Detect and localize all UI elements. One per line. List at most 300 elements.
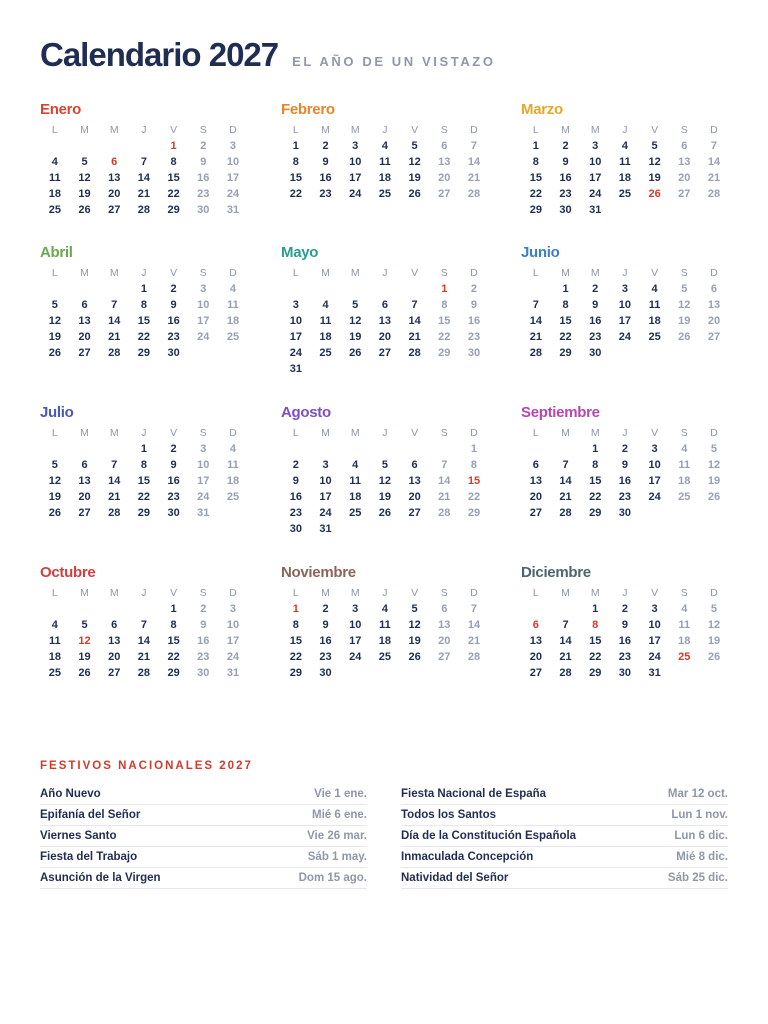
day-cell: 12 <box>408 619 421 631</box>
day-cell: 6 <box>441 140 448 152</box>
holiday-name: Epifanía del Señor <box>40 809 141 821</box>
day-cell: 3 <box>352 140 359 152</box>
day-cell: 9 <box>621 619 628 631</box>
month-grid <box>281 265 491 377</box>
day-cell-holiday: 12 <box>78 635 91 647</box>
day-cell: 19 <box>707 475 721 487</box>
day-cell: 14 <box>137 172 151 184</box>
empty-cell <box>70 601 100 617</box>
month-octubre <box>40 563 250 681</box>
day-cell: 24 <box>319 507 332 519</box>
empty-cell <box>340 441 370 457</box>
day-cell: 13 <box>529 635 542 647</box>
day-cell: 15 <box>559 315 572 327</box>
day-cell: 9 <box>200 619 207 631</box>
holiday-row <box>40 868 367 889</box>
day-cell: 6 <box>681 140 688 152</box>
day-cell: 7 <box>111 299 118 311</box>
day-cell: 29 <box>589 667 602 679</box>
day-cell: 16 <box>289 491 302 503</box>
day-cell: 5 <box>51 459 58 471</box>
day-cell: 21 <box>707 172 721 184</box>
weekday-label: L <box>51 267 58 279</box>
day-cell: 15 <box>438 315 451 327</box>
weekday-label: S <box>440 587 448 599</box>
day-cell: 20 <box>707 315 721 327</box>
day-cell: 6 <box>710 283 718 295</box>
weekday-label: L <box>532 427 539 439</box>
day-cell: 17 <box>648 635 661 647</box>
day-cell: 14 <box>467 156 481 168</box>
month-septiembre <box>521 403 731 521</box>
holidays-column-right <box>401 784 728 889</box>
holidays-title: FESTIVOS NACIONALES 2027 <box>40 760 253 772</box>
day-cell: 29 <box>438 347 451 359</box>
day-cell: 29 <box>467 507 481 519</box>
weekday-label: M <box>109 124 119 136</box>
day-cell: 16 <box>319 172 332 184</box>
day-cell: 15 <box>589 475 602 487</box>
day-cell: 29 <box>289 667 302 679</box>
day-cell: 6 <box>411 459 418 471</box>
day-cell: 11 <box>319 315 332 327</box>
month-name: Diciembre <box>521 564 591 581</box>
month-name: Julio <box>40 404 74 421</box>
day-cell: 3 <box>322 459 329 471</box>
day-cell: 21 <box>467 172 481 184</box>
weekday-label: S <box>680 124 688 136</box>
weekday-label: V <box>170 587 178 599</box>
day-cell: 24 <box>589 188 602 200</box>
day-cell: 20 <box>108 651 121 663</box>
weekday-label: M <box>80 587 89 599</box>
day-cell: 28 <box>467 651 481 663</box>
day-cell: 25 <box>378 188 392 200</box>
day-cell: 31 <box>289 363 302 375</box>
day-cell: 25 <box>378 651 392 663</box>
day-cell: 22 <box>589 651 602 663</box>
day-cell: 15 <box>589 635 602 647</box>
day-cell: 23 <box>319 188 332 200</box>
day-cell: 12 <box>707 459 721 471</box>
weekday-label: V <box>651 124 659 136</box>
day-cell: 30 <box>618 507 632 519</box>
day-cell: 17 <box>349 172 362 184</box>
weekday-label: J <box>622 427 628 439</box>
day-cell: 14 <box>467 619 481 631</box>
month-grid <box>281 425 491 537</box>
day-cell: 4 <box>681 603 688 615</box>
day-cell: 25 <box>618 188 632 200</box>
weekday-label: S <box>440 124 448 136</box>
holiday-row <box>40 805 367 826</box>
weekday-label: M <box>321 124 330 136</box>
day-cell: 24 <box>226 651 240 663</box>
day-cell: 7 <box>470 603 478 615</box>
month-grid <box>521 585 731 681</box>
weekday-label: J <box>141 587 147 599</box>
weekday-label: M <box>561 427 570 439</box>
empty-cell <box>521 281 551 297</box>
empty-cell <box>99 281 129 297</box>
day-cell: 1 <box>470 443 478 455</box>
day-cell: 5 <box>710 443 718 455</box>
day-cell: 16 <box>167 315 180 327</box>
day-cell: 26 <box>408 651 421 663</box>
day-cell: 17 <box>319 491 332 503</box>
weekday-label: J <box>382 587 388 599</box>
day-cell: 18 <box>226 475 240 487</box>
weekday-label: V <box>651 267 659 279</box>
weekday-label: L <box>532 124 539 136</box>
day-cell: 20 <box>529 491 542 503</box>
weekday-label: M <box>109 267 119 279</box>
holiday-date: Mié 6 ene. <box>312 809 367 821</box>
day-cell: 23 <box>559 188 572 200</box>
day-cell: 11 <box>648 299 661 311</box>
day-cell: 11 <box>227 459 239 471</box>
empty-cell <box>370 441 400 457</box>
day-cell: 6 <box>532 459 539 471</box>
day-cell: 23 <box>467 331 481 343</box>
day-cell: 21 <box>438 491 451 503</box>
day-cell: 5 <box>411 603 418 615</box>
day-cell: 4 <box>381 140 388 152</box>
holiday-row <box>401 826 728 847</box>
holiday-date: Mié 8 dic. <box>676 851 728 863</box>
day-cell: 23 <box>167 491 180 503</box>
empty-cell <box>400 281 430 297</box>
day-cell-holiday: 25 <box>678 651 691 663</box>
day-cell: 16 <box>589 315 602 327</box>
day-cell: 19 <box>78 651 91 663</box>
weekday-label: L <box>51 427 58 439</box>
weekday-label: J <box>141 124 147 136</box>
weekday-label: M <box>590 587 600 599</box>
day-cell: 29 <box>167 667 180 679</box>
day-cell: 2 <box>170 283 177 295</box>
day-cell-holiday: 1 <box>170 140 177 152</box>
holiday-row <box>401 868 728 889</box>
day-cell: 27 <box>707 331 721 343</box>
holiday-date: Lun 1 nov. <box>671 809 728 821</box>
month-name: Septiembre <box>521 404 600 421</box>
day-cell-holiday: 6 <box>532 619 539 631</box>
day-cell: 7 <box>532 299 539 311</box>
day-cell: 31 <box>226 204 240 216</box>
weekday-label: D <box>710 587 718 599</box>
page-title: Calendario 2027 <box>40 36 279 73</box>
holidays-column-left <box>40 784 367 889</box>
day-cell: 11 <box>619 156 631 168</box>
day-cell: 20 <box>529 651 542 663</box>
empty-cell <box>99 138 129 154</box>
day-cell: 5 <box>81 619 88 631</box>
weekday-label: M <box>590 427 600 439</box>
day-cell: 23 <box>618 491 632 503</box>
day-cell: 13 <box>438 156 451 168</box>
day-cell: 18 <box>349 491 362 503</box>
day-cell: 7 <box>411 299 418 311</box>
day-cell: 26 <box>408 188 421 200</box>
day-cell: 18 <box>319 331 332 343</box>
day-cell: 13 <box>408 475 421 487</box>
month-grid <box>40 425 250 521</box>
day-cell: 22 <box>137 491 151 503</box>
day-cell: 8 <box>292 619 299 631</box>
day-cell: 27 <box>529 667 542 679</box>
day-cell: 11 <box>678 459 691 471</box>
weekday-label: D <box>229 427 237 439</box>
day-cell: 17 <box>618 315 632 327</box>
day-cell: 28 <box>408 347 421 359</box>
day-cell: 10 <box>197 299 210 311</box>
day-cell: 10 <box>226 619 240 631</box>
month-name: Junio <box>521 244 560 261</box>
empty-cell <box>70 138 100 154</box>
day-cell: 29 <box>137 347 151 359</box>
weekday-label: M <box>350 427 360 439</box>
day-cell: 31 <box>197 507 210 519</box>
day-cell: 30 <box>167 347 180 359</box>
month-abril <box>40 243 250 361</box>
day-cell: 30 <box>559 204 572 216</box>
day-cell: 11 <box>349 475 362 487</box>
day-cell: 29 <box>167 204 180 216</box>
day-cell-holiday: 1 <box>441 283 448 295</box>
day-cell: 4 <box>51 156 58 168</box>
day-cell: 29 <box>529 204 542 216</box>
day-cell: 5 <box>381 459 388 471</box>
day-cell: 8 <box>170 619 177 631</box>
day-cell: 14 <box>408 315 421 327</box>
day-cell: 21 <box>137 651 151 663</box>
day-cell: 10 <box>648 619 661 631</box>
holiday-name: Natividad del Señor <box>401 872 509 884</box>
day-cell: 18 <box>378 635 392 647</box>
day-cell: 18 <box>48 651 61 663</box>
holiday-row <box>40 826 367 847</box>
day-cell: 11 <box>379 619 391 631</box>
day-cell: 21 <box>467 635 481 647</box>
day-cell: 13 <box>378 315 392 327</box>
day-cell: 1 <box>592 603 599 615</box>
day-cell: 9 <box>470 299 478 311</box>
month-noviembre <box>281 563 491 681</box>
month-grid <box>40 265 250 361</box>
day-cell: 30 <box>289 523 302 535</box>
day-cell: 21 <box>137 188 151 200</box>
day-cell: 9 <box>322 619 329 631</box>
day-cell: 14 <box>438 475 451 487</box>
day-cell: 30 <box>319 667 332 679</box>
month-enero <box>40 100 250 218</box>
day-cell: 19 <box>408 635 421 647</box>
day-cell: 21 <box>529 331 542 343</box>
day-cell: 12 <box>648 156 661 168</box>
day-cell-holiday: 6 <box>111 156 118 168</box>
day-cell: 20 <box>378 331 392 343</box>
weekday-label: M <box>321 267 330 279</box>
weekday-label: M <box>80 427 89 439</box>
day-cell: 15 <box>167 635 180 647</box>
day-cell: 2 <box>621 603 628 615</box>
day-cell-holiday: 15 <box>467 475 481 487</box>
day-cell: 26 <box>48 347 61 359</box>
day-cell: 12 <box>707 619 721 631</box>
day-cell: 8 <box>532 156 539 168</box>
day-cell: 16 <box>319 635 332 647</box>
month-grid <box>40 122 250 218</box>
day-cell-holiday: 1 <box>292 603 299 615</box>
day-cell: 2 <box>292 459 299 471</box>
day-cell: 29 <box>589 507 602 519</box>
day-cell: 11 <box>227 299 239 311</box>
weekday-label: V <box>170 124 178 136</box>
day-cell: 19 <box>408 172 421 184</box>
weekday-label: M <box>561 587 570 599</box>
day-cell: 27 <box>678 188 691 200</box>
weekday-label: M <box>590 124 600 136</box>
weekday-label: D <box>710 267 718 279</box>
day-cell: 26 <box>707 491 721 503</box>
day-cell: 29 <box>559 347 572 359</box>
day-cell: 3 <box>200 283 207 295</box>
weekday-label: D <box>470 124 478 136</box>
holiday-row <box>40 784 367 805</box>
day-cell: 14 <box>108 315 121 327</box>
day-cell: 17 <box>226 172 240 184</box>
day-cell: 12 <box>48 475 61 487</box>
day-cell: 7 <box>441 459 448 471</box>
holiday-row <box>40 847 367 868</box>
day-cell: 3 <box>292 299 299 311</box>
empty-cell <box>70 281 100 297</box>
day-cell: 27 <box>378 347 392 359</box>
day-cell: 10 <box>349 619 362 631</box>
month-name: Noviembre <box>281 564 356 581</box>
day-cell: 20 <box>408 491 421 503</box>
day-cell: 1 <box>562 283 569 295</box>
holiday-name: Viernes Santo <box>40 830 117 842</box>
day-cell: 27 <box>108 667 121 679</box>
weekday-label: V <box>651 427 659 439</box>
holiday-date: Vie 26 mar. <box>307 830 367 842</box>
empty-cell <box>429 441 459 457</box>
day-cell: 12 <box>349 315 362 327</box>
day-cell: 10 <box>226 156 240 168</box>
day-cell: 9 <box>592 299 599 311</box>
day-cell: 8 <box>562 299 569 311</box>
weekday-label: S <box>199 587 207 599</box>
weekday-label: J <box>622 267 628 279</box>
day-cell: 24 <box>197 331 210 343</box>
day-cell: 30 <box>618 667 632 679</box>
day-cell: 7 <box>140 619 147 631</box>
day-cell: 22 <box>438 331 451 343</box>
day-cell: 28 <box>559 667 572 679</box>
holiday-date: Sáb 25 dic. <box>667 872 728 884</box>
day-cell: 28 <box>137 204 151 216</box>
day-cell: 2 <box>562 140 569 152</box>
day-cell: 31 <box>319 523 332 535</box>
holiday-name: Fiesta del Trabajo <box>40 851 138 863</box>
weekday-label: M <box>561 124 570 136</box>
day-cell: 17 <box>226 635 240 647</box>
holiday-name: Inmaculada Concepción <box>401 851 534 863</box>
weekday-label: D <box>470 267 478 279</box>
day-cell: 4 <box>381 603 388 615</box>
weekday-label: J <box>622 587 628 599</box>
day-cell: 27 <box>438 651 451 663</box>
day-cell: 14 <box>559 635 572 647</box>
day-cell: 26 <box>48 507 61 519</box>
day-cell: 17 <box>197 475 210 487</box>
day-cell: 10 <box>289 315 302 327</box>
day-cell: 15 <box>137 475 151 487</box>
weekday-label: M <box>80 124 89 136</box>
day-cell: 21 <box>108 491 121 503</box>
day-cell: 12 <box>378 475 392 487</box>
day-cell: 3 <box>621 283 628 295</box>
day-cell: 22 <box>289 188 302 200</box>
day-cell: 12 <box>678 299 691 311</box>
empty-cell <box>551 601 581 617</box>
weekday-label: S <box>199 427 207 439</box>
weekday-label: V <box>411 587 419 599</box>
day-cell: 28 <box>108 507 121 519</box>
empty-cell <box>129 601 159 617</box>
day-cell: 28 <box>559 507 572 519</box>
month-name: Febrero <box>281 101 335 118</box>
weekday-label: D <box>710 427 718 439</box>
holiday-date: Vie 1 ene. <box>314 788 367 800</box>
day-cell: 25 <box>226 491 240 503</box>
weekday-label: S <box>199 267 207 279</box>
day-cell: 9 <box>322 156 329 168</box>
day-cell: 19 <box>648 172 661 184</box>
holiday-name: Asunción de la Virgen <box>40 872 161 884</box>
day-cell: 30 <box>467 347 481 359</box>
day-cell: 13 <box>707 299 721 311</box>
weekday-label: M <box>321 427 330 439</box>
day-cell: 16 <box>618 475 632 487</box>
day-cell: 22 <box>589 491 602 503</box>
day-cell: 17 <box>289 331 302 343</box>
day-cell: 24 <box>226 188 240 200</box>
day-cell: 5 <box>411 140 418 152</box>
day-cell: 10 <box>589 156 602 168</box>
weekday-label: V <box>411 124 419 136</box>
day-cell: 22 <box>167 651 180 663</box>
day-cell: 1 <box>170 603 177 615</box>
weekday-label: D <box>229 267 237 279</box>
day-cell: 22 <box>467 491 481 503</box>
day-cell: 25 <box>319 347 332 359</box>
day-cell: 1 <box>292 140 299 152</box>
day-cell: 2 <box>621 443 628 455</box>
empty-cell <box>99 601 129 617</box>
day-cell: 6 <box>81 299 88 311</box>
empty-cell <box>99 441 129 457</box>
weekday-label: D <box>229 124 237 136</box>
page-header <box>40 36 496 74</box>
holiday-date: Dom 15 ago. <box>298 872 367 884</box>
day-cell: 7 <box>562 619 569 631</box>
day-cell: 18 <box>648 315 661 327</box>
day-cell: 22 <box>289 651 302 663</box>
holiday-row <box>401 805 728 826</box>
